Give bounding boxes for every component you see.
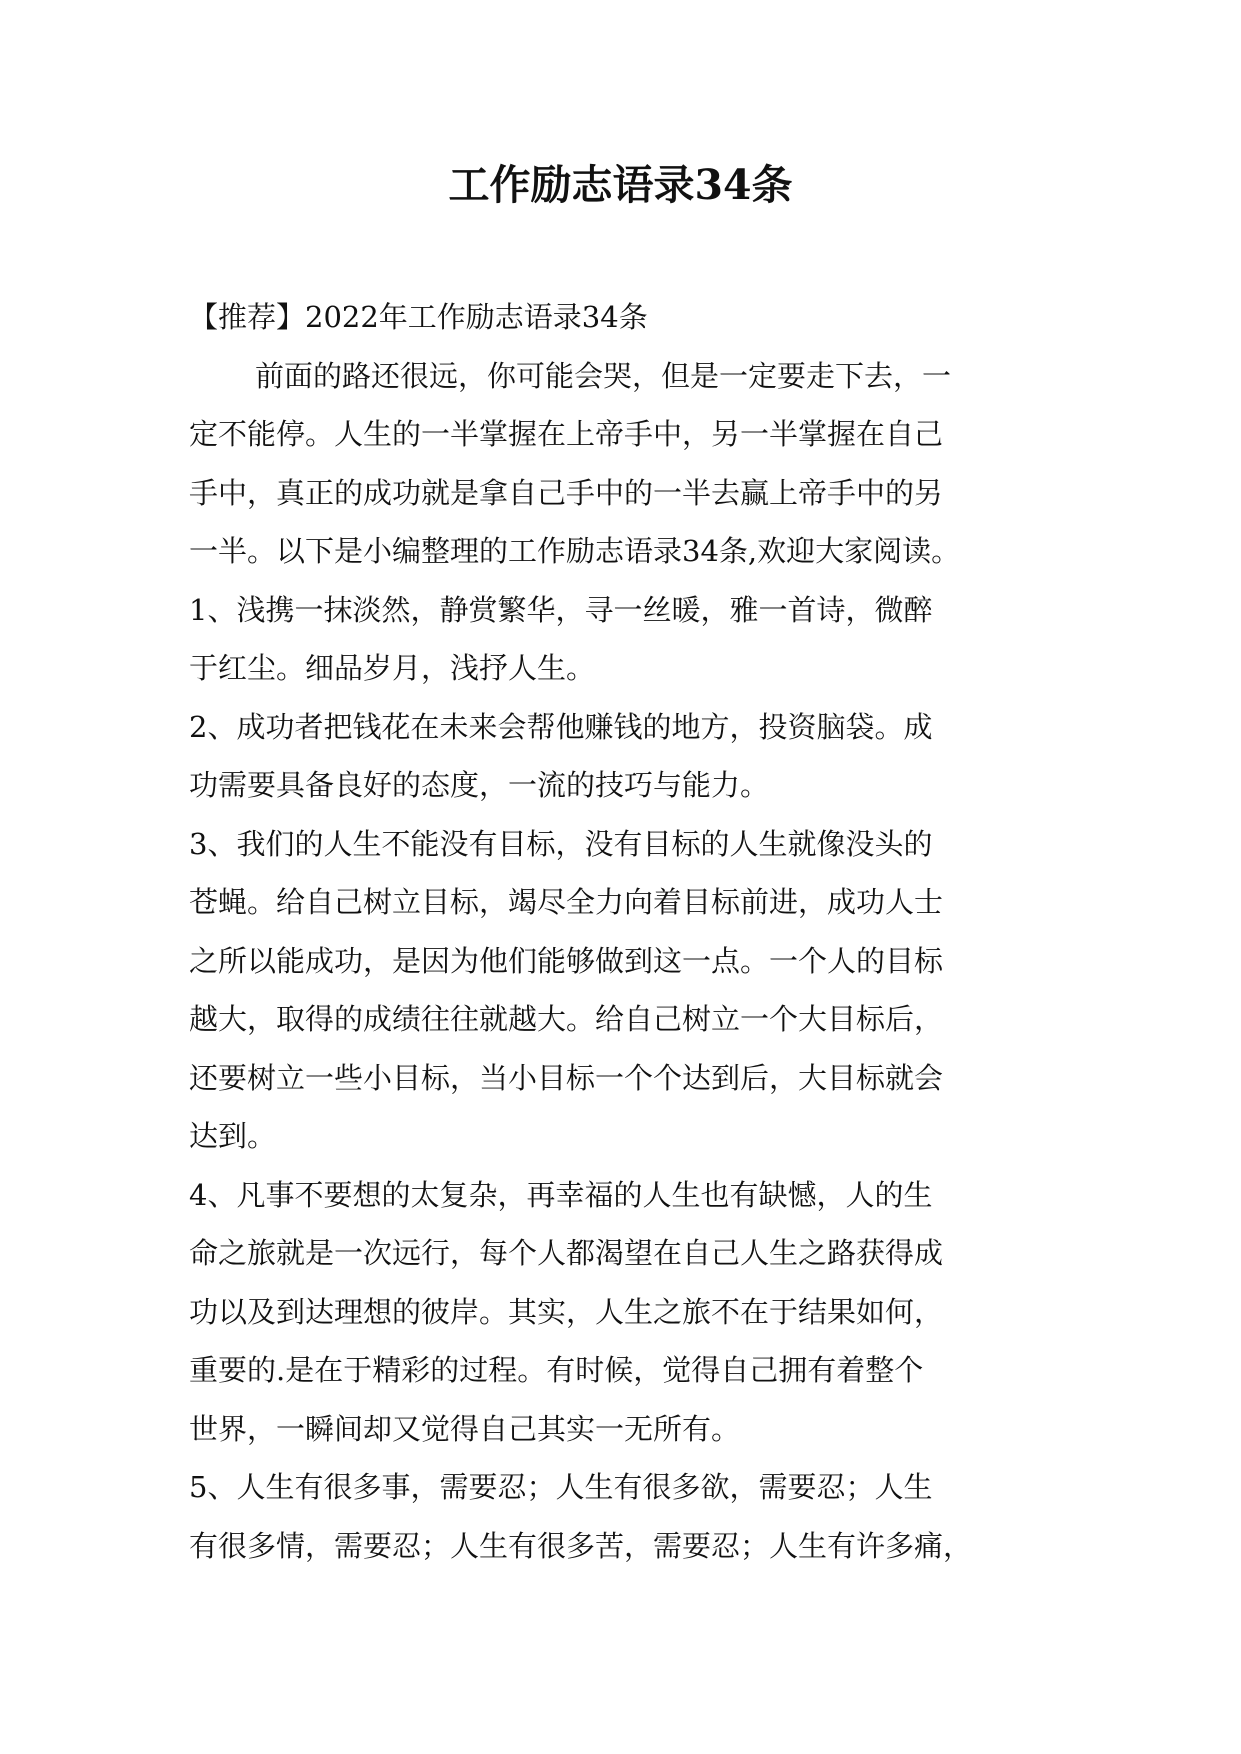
- intro-paragraph-line: 定不能停。人生的一半掌握在上帝手中，另一半掌握在自己: [189, 417, 944, 451]
- quote-4-line: 重要的.是在于精彩的过程。有时候，觉得自己拥有着整个: [189, 1353, 924, 1387]
- quote-2-line: 2、成功者把钱花在未来会帮他赚钱的地方，投资脑袋。成: [189, 709, 933, 744]
- document-body: [189, 288, 1069, 1575]
- quote-5-line: 5、人生有很多事，需要忍；人生有很多欲，需要忍；人生: [189, 1470, 933, 1504]
- quote-4-line: 功以及到达理想的彼岸。其实，人生之旅不在于结果如何，: [189, 1294, 944, 1329]
- recommend-heading-line: 【推荐】2022年工作励志语录34条: [189, 300, 648, 334]
- quote-1-line: 1、浅携一抹淡然，静赏繁华，寻一丝暖，雅一首诗，微醉: [189, 592, 933, 627]
- quote-2-line: 功需要具备良好的态度，一流的技巧与能力。: [189, 768, 770, 802]
- quote-5-line: 有很多情，需要忍；人生有很多苦，需要忍；人生有许多痛，: [189, 1528, 973, 1563]
- quote-3-line: 还要树立一些小目标，当小目标一个个达到后，大目标就会: [189, 1060, 944, 1095]
- quote-4-line: 世界，一瞬间却又觉得自己其实一无所有。: [189, 1411, 741, 1446]
- intro-paragraph-line: 一半。以下是小编整理的工作励志语录34条,欢迎大家阅读。: [189, 534, 961, 568]
- quote-1-line: 于红尘。细品岁月，浅抒人生。: [189, 651, 596, 685]
- quote-3-line: 苍蝇。给自己树立目标，竭尽全力向着目标前进，成功人士: [189, 885, 944, 919]
- intro-paragraph-line: 手中，真正的成功就是拿自己手中的一半去赢上帝手中的另: [189, 475, 944, 510]
- quote-3-line: 越大，取得的成绩往往就越大。给自己树立一个大目标后，: [189, 1002, 944, 1036]
- quote-3-line: 3、我们的人生不能没有目标，没有目标的人生就像没头的: [189, 826, 933, 861]
- document-title: 工作励志语录34条: [448, 161, 793, 209]
- quote-4-line: 4、凡事不要想的太复杂，再幸福的人生也有缺憾，人的生: [189, 1177, 933, 1212]
- quote-3-line: 之所以能成功，是因为他们能够做到这一点。一个人的目标: [189, 943, 944, 978]
- intro-paragraph-line: 前面的路还很远，你可能会哭，但是一定要走下去，一: [255, 358, 952, 393]
- quote-4-line: 命之旅就是一次远行，每个人都渴望在自己人生之路获得成: [189, 1236, 944, 1270]
- quote-3-line: 达到。: [189, 1119, 277, 1153]
